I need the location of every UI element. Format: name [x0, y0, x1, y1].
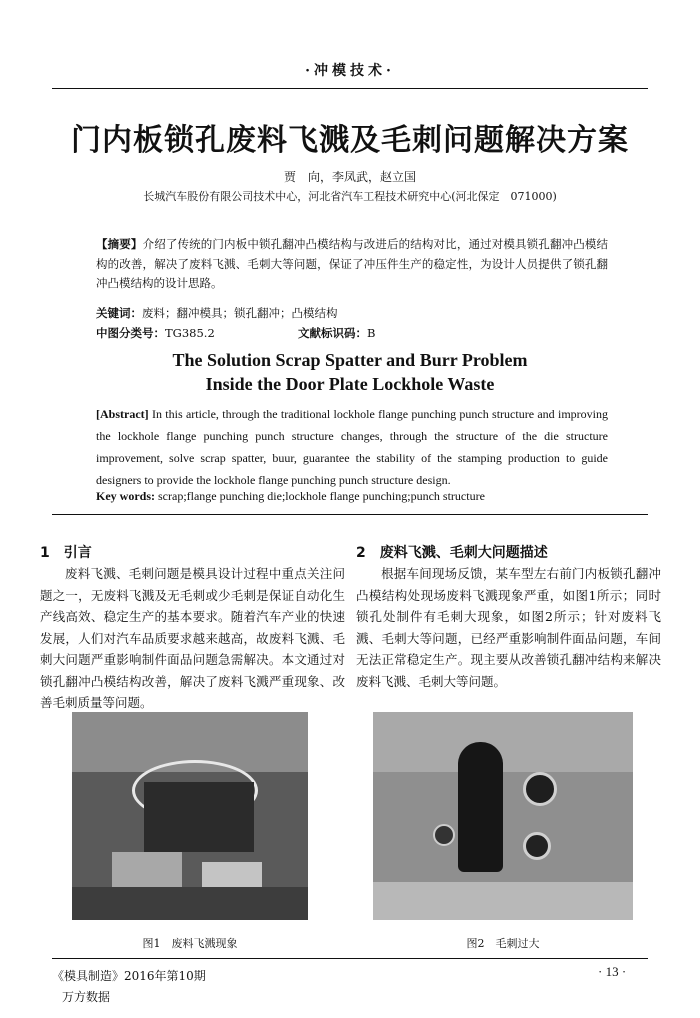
footer-rule	[52, 958, 648, 959]
figure-1-image	[72, 712, 308, 920]
clc-label: 中图分类号：	[96, 326, 165, 340]
keywords-cn-label: 关键词：	[96, 306, 142, 320]
journal-info: 《模具制造》2016年第10期	[52, 969, 206, 983]
doc-code	[298, 325, 375, 341]
section-2-text: 根据车间现场反馈，某车型左右前门内板锁孔翻冲凸模结构处现场废料飞溅现象严重，如图1所示；同时锁孔处制件有毛刺大现象，如图2所示；针对废料飞溅、毛刺大等问题，已经严重影响制件面品问题，车间无法正常稳定生产。现主要从改善锁孔翻冲结构来解决废料飞溅、毛刺大等问题。	[356, 566, 661, 689]
paper-title: 门内板锁孔废料飞溅及毛刺问题解决方案	[71, 123, 629, 158]
keywords-en-label: Key words:	[96, 489, 155, 503]
abstract-en	[96, 403, 608, 491]
clc-value: TG385.2	[165, 326, 215, 340]
abstract-en-text: In this article, through the traditional lockhole flange punching punch structure and improving the lockhole flange punching punch structure changes, through the structure of the die structure improvement, solve scrap spatter, buur, guarantee the stability of the stamping production to guide designers to provide the lockhole flange punching punch structure design.	[96, 407, 608, 487]
abstract-rule	[52, 514, 648, 515]
keywords-cn-text: 废料；翻冲模具；锁孔翻冲；凸模结构	[142, 306, 338, 320]
doc-code-value: B	[367, 326, 376, 340]
keywords-en-text: scrap;flange punching die;lockhole flange punching;punch structure	[155, 489, 485, 503]
figure-2-caption: 图2 毛刺过大	[466, 937, 540, 950]
wanfang-watermark: 万方数据	[62, 990, 111, 1004]
english-title-line-1: The Solution Scrap Spatter and Burr Problem	[172, 350, 528, 370]
authors: 贾 向，李凤武，赵立国	[283, 170, 416, 184]
affiliation: 长城汽车股份有限公司技术中心，河北省汽车工程技术研究中心(河北保定 071000)	[143, 190, 557, 203]
section-2-heading: 2 废料飞溅、毛刺大问题描述	[356, 545, 548, 561]
english-title-line-2: Inside the Door Plate Lockhole Waste	[205, 374, 495, 394]
classification-line	[96, 325, 608, 341]
keywords-en	[96, 489, 608, 504]
figure-1-caption: 图1 废料飞溅现象	[142, 937, 238, 950]
section-1-text: 废料飞溅、毛刺问题是模具设计过程中重点关注问题之一，无废料飞溅及无毛刺或少毛刺是保证自动化生产线高效、稳定生产的基本要求。随着汽车产业的快速发展，人们对汽车品质要求越来越高，故废料飞溅、毛刺大问题严重影响制件面品问题急需解决。本文通过对锁孔翻冲凸模结构改善，解决了废料飞溅严重现象、改善毛刺质量等问题。	[40, 566, 345, 710]
abstract-cn-text: 介绍了传统的门内板中锁孔翻冲凸模结构与改进后的结构对比，通过对模具锁孔翻冲凸模结构的改善，解决了废料飞溅、毛刺大等问题，保证了冲压件生产的稳定性，为设计人员提供了锁孔翻冲凸模结构的设计思路。	[96, 237, 608, 290]
section-1-heading: 1 引言	[40, 545, 92, 561]
abstract-cn	[96, 235, 608, 294]
doc-code-label: 文献标识码：	[298, 326, 367, 340]
abstract-cn-label: 【摘要】	[96, 237, 143, 251]
abstract-en-label: [Abstract]	[96, 407, 149, 421]
page-number: · 13 ·	[598, 964, 627, 979]
figure-2-image	[373, 712, 633, 920]
header-rule	[52, 88, 648, 89]
keywords-cn	[96, 305, 338, 321]
section-header-title: ·冲模技术·	[305, 63, 395, 79]
